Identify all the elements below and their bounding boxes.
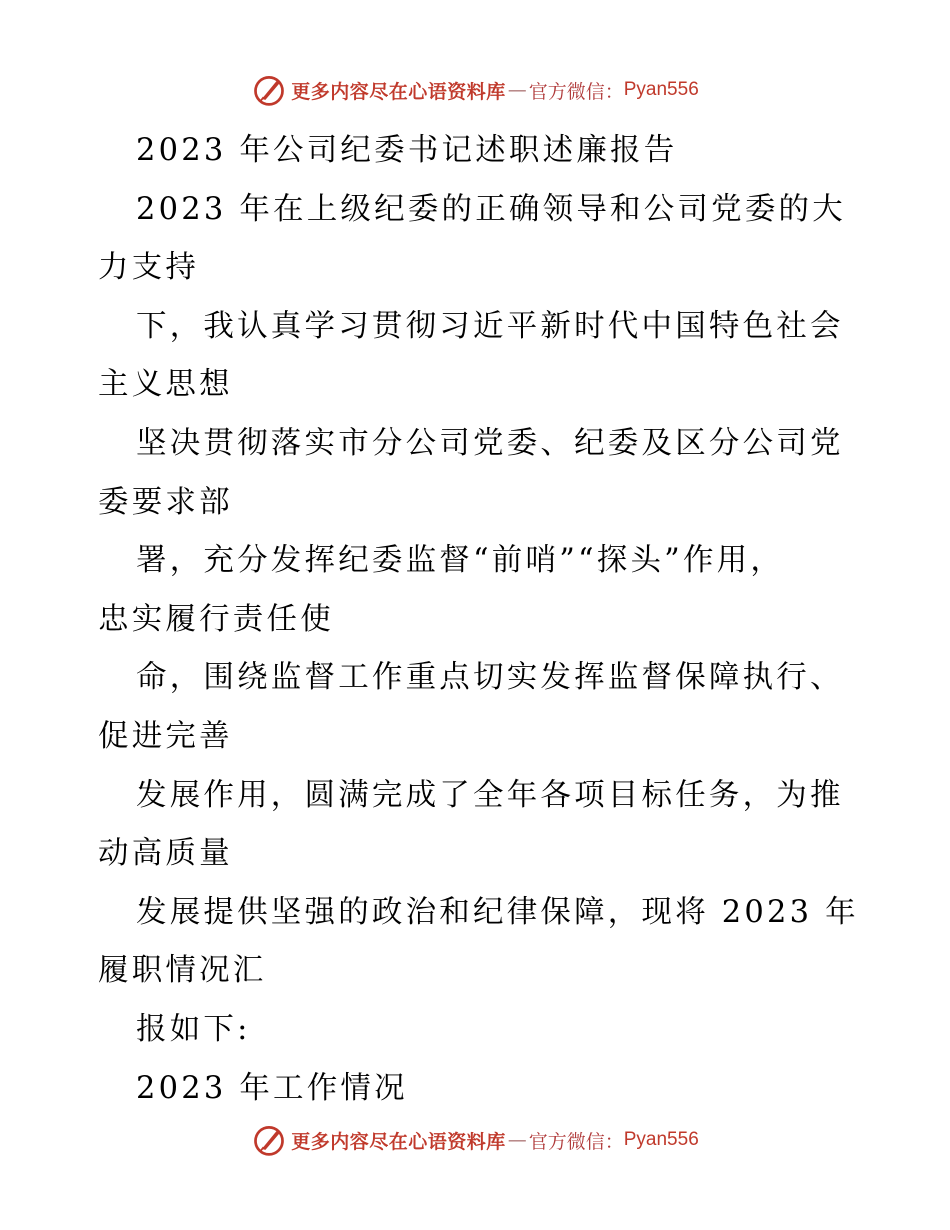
paragraph-line: 促进完善	[98, 718, 233, 754]
paragraph-line: 力支持	[98, 250, 200, 286]
footer-watermark	[0, 1120, 950, 1160]
section-heading: 2023 年工作情况	[136, 1070, 408, 1106]
paragraph-line: 报如下:	[136, 1011, 251, 1047]
paragraph-line: 主义思想	[98, 367, 233, 403]
paragraph-line: 动高质量	[98, 836, 233, 872]
paragraph-line: 坚决贯彻落实市分公司党委、纪委及区分公司党	[136, 425, 844, 461]
header-watermark	[0, 70, 950, 110]
paragraph-line: 履职情况汇	[98, 953, 267, 989]
watermark-wechat-label: 官方微信：	[528, 80, 624, 103]
paragraph-line: 忠实履行责任使	[98, 601, 334, 637]
watermark-wechat-id: Pyan556	[623, 79, 699, 100]
paragraph-line: 委要求部	[98, 484, 233, 520]
watermark-slogan: 更多内容尽在心语资料库	[291, 80, 506, 103]
paragraph-line: 2023 年在上级纪委的正确领导和公司党委的大	[136, 191, 846, 227]
watermark-dash: —	[507, 79, 527, 101]
watermark-slogan: 更多内容尽在心语资料库	[291, 1130, 506, 1153]
paragraph-line: 署，充分发挥纪委监督“前哨”“探头”作用，	[136, 543, 785, 579]
quill-pen-logo-icon	[251, 72, 287, 108]
paragraph-line: 发展作用，圆满完成了全年各项目标任务，为推	[136, 777, 844, 813]
watermark-dash: —	[507, 1129, 527, 1151]
paragraph-line: 发展提供坚强的政治和纪律保障，现将 2023 年	[136, 894, 859, 930]
quill-pen-logo-icon	[251, 1122, 287, 1158]
watermark-wechat-id: Pyan556	[623, 1129, 699, 1150]
document-body	[98, 122, 858, 1118]
document-title: 2023 年公司纪委书记述职述廉报告	[136, 133, 678, 168]
watermark-wechat-label: 官方微信：	[528, 1130, 624, 1153]
paragraph-line: 下，我认真学习贯彻习近平新时代中国特色社会	[136, 308, 844, 344]
paragraph-line: 命，围绕监督工作重点切实发挥监督保障执行、	[136, 660, 844, 696]
